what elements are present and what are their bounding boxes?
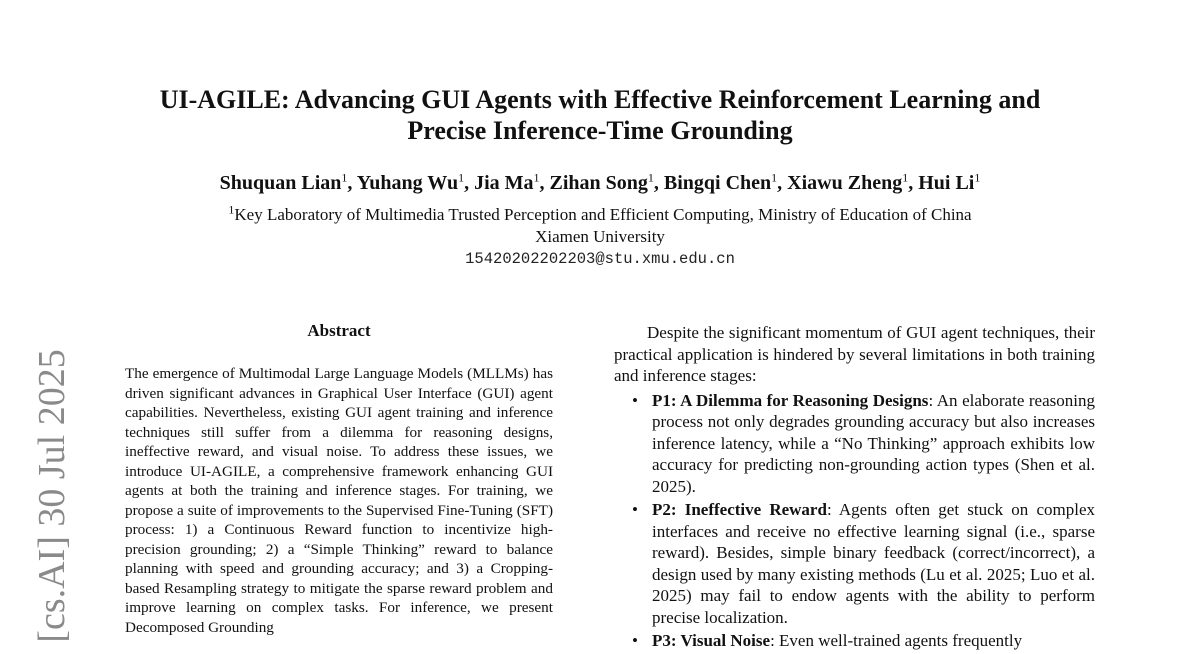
affiliation-line-1: Key Laboratory of Multimedia Trusted Perception and Efficient Computing, Ministry of Education of China [234, 205, 972, 224]
list-item [614, 499, 1095, 628]
abstract-heading: Abstract [307, 321, 371, 340]
title-line-1: UI-AGILE: Advancing GUI Agents with Effective Reinforcement Learning and [159, 85, 1041, 114]
author-name: Shuquan Lian [219, 172, 342, 194]
bullet-mark: • [632, 631, 638, 650]
author-affil-marker: 1 [647, 170, 654, 185]
title-line-2: Precise Inference-Time Grounding [407, 116, 793, 145]
point-text: : Even well-trained agents frequently [770, 631, 1023, 650]
list-item [614, 630, 1095, 652]
author-affil-marker: 1 [533, 170, 540, 185]
author-name: Zihan Song [549, 172, 648, 194]
paper-title [0, 84, 1200, 146]
author-email: 15420202202203@stu.xmu.edu.cn [465, 250, 735, 268]
point-label: P1: A Dilemma for Reasoning Designs [652, 390, 929, 410]
limitations-list [614, 390, 1095, 652]
left-column [125, 318, 553, 637]
author-name: Hui Li [918, 172, 975, 194]
arxiv-stamp: [cs.AI] 30 Jul 2025 [31, 349, 73, 643]
affiliation-line-2: Xiamen University [535, 227, 665, 246]
right-column [614, 322, 1095, 654]
author-affil-marker: 1 [458, 170, 465, 185]
author-affil-marker: 1 [771, 170, 778, 185]
point-label: P2: Ineffective Reward [652, 500, 827, 519]
author-list: Shuquan Lian$^1$, Yuhang Wu$^1$, Jia Ma$^1$, Zihan Song$^1$, Bingqi Chen$^1$, Xiawu Zheng$^1$, Hui Li$^1$ [219, 170, 981, 194]
bullet-mark: • [632, 390, 638, 410]
intro-paragraph: Despite the significant momentum of GUI agent techniques, their practical application is hindered by several limitations in both training and inference stages: [614, 323, 1095, 385]
author-name: Jia Ma [474, 172, 534, 194]
point-text: : An elaborate reasoning process not only degrades grounding accuracy but also increases inference latency, while a “No Thinking” approach exhibits low accuracy for predicting non-grounding action types (Shen et al. 2025). [652, 390, 1095, 496]
author-name: Yuhang Wu [356, 172, 459, 194]
author-name: Bingqi Chen [663, 172, 772, 194]
list-item [614, 390, 1095, 498]
affiliation-marker: 1 [228, 202, 235, 217]
author-affil-marker: 1 [902, 170, 909, 185]
author-affil-marker: 1 [341, 170, 348, 185]
point-label: P3: Visual Noise [652, 631, 771, 650]
author-affil-marker: 1 [974, 170, 981, 185]
bullet-mark: • [632, 500, 638, 519]
point-text: : Agents often get stuck on complex interfaces and receive no effective learning signal (i.e., sparse reward). Besides, simple binary feedback (correct/incorrect), a design used by many existing methods (Lu et al. 2025; Luo et al. 2025) may fail to endow agents with the ability to perform precise localization. [652, 500, 1095, 627]
author-name: Xiawu Zheng [787, 172, 903, 194]
affiliation [0, 204, 1200, 248]
abstract-text: The emergence of Multimodal Large Language Models (MLLMs) has driven significant advances in Graphical User Interface (GUI) agent capabilities. Nevertheless, existing GUI agent training and inference techniques still suffer from a dilemma for reasoning designs, ineffective reward, and visual noise. To address these issues, we introduce UI-AGILE, a comprehensive framework enhancing GUI agents at both the training and inference stages. For training, we propose a suite of improvements to the Supervised Fine-Tuning (SFT) process: 1) a Continuous Reward function to incentivize high-precision grounding; 2) a “Simple Thinking” reward to balance planning with speed and grounding accuracy; and 3) a Cropping-based Resampling strategy to mitigate the sparse reward problem and improve learning on complex tasks. For inference, we present Decomposed Grounding [125, 365, 553, 636]
